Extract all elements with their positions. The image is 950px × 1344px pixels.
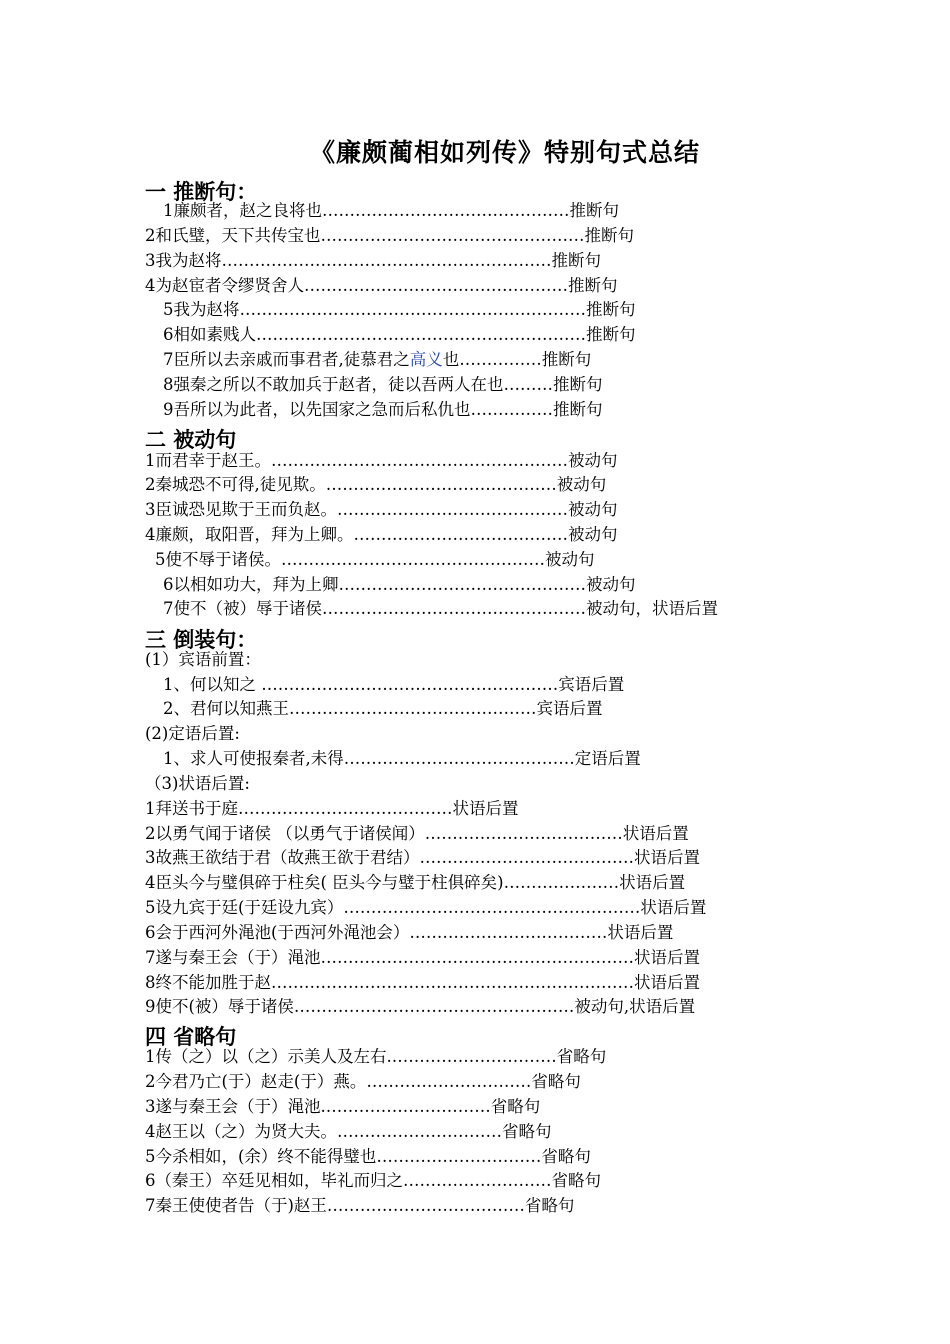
list-item: 2和氏璧，天下共传宝也…………………………………………推断句 [145,226,634,245]
subheading-object-fronting: (1）宾语前置： [145,650,261,669]
subheading-attributive: (2)定语后置: [145,724,240,743]
list-item: 5今杀相如，(余）终不能得璧也…………………………省略句 [145,1147,591,1166]
section-heading-inference: 一 推断句： [145,180,258,204]
list-item: 4廉颇，取阳晋，拜为上卿。…………………………………被动句 [145,525,618,544]
list-item: 8终不能加胜于赵…………………………………………………………状语后置 [145,973,700,992]
list-item: 2以勇气闻于诸侯 （以勇气于诸侯闻）………………………………状语后置 [145,824,689,843]
list-item: 5使不辱于诸侯。…………………………………………被动句 [155,550,595,569]
list-item: 1拜送书于庭…………………………………状语后置 [145,799,519,818]
list-item: 2今君乃亡(于）赵走(于）燕。…………………………省略句 [145,1072,581,1091]
list-item: 4赵王以（之）为贤大夫。…………………………省略句 [145,1122,552,1141]
list-item: 7遂与秦王会（于）渑池…………………………………………………状语后置 [145,948,700,967]
list-item: 1而君幸于赵王。………………………………………………被动句 [145,451,618,470]
list-item-text: 7臣所以去亲戚而事君者,徒慕君之 [163,350,410,369]
list-item: 2、君何以知燕王………………………………………宾语后置 [163,699,603,718]
list-item: 8强秦之所以不敢加兵于赵者，徒以吾两人在也………推断句 [163,375,603,394]
list-item: 1廉颇者，赵之良将也………………………………………推断句 [163,201,619,220]
list-item: 9吾所以为此者，以先国家之急而后私仇也……………推断句 [163,400,603,419]
list-item: 1传（之）以（之）示美人及左右.…………………………省略句 [145,1047,607,1066]
list-item: 5我为赵将………………………………………………………推断句 [163,300,636,319]
section-heading-inversion: 三 倒装句： [145,628,258,652]
list-item: 9使不(被）辱于诸侯……………………………………………被动句,状语后置 [145,997,696,1016]
list-item [163,350,591,370]
list-item: 6会于西河外渑池(于西河外渑池会）………………………………状语后置 [145,923,674,942]
section-heading-passive: 二 被动句 [145,428,237,452]
page-title: 《廉颇蔺相如列传》特别句式总结 [309,138,700,167]
list-item: 3我为赵将……………………………………………………推断句 [145,251,601,270]
list-item: 3遂与秦王会（于）渑池.…………………………省略句 [145,1097,541,1116]
list-item: 1、何以知之 ………………………………………………宾语后置 [163,675,625,694]
list-item: 4臣头今与璧俱碎于柱矣( 臣头今与璧于柱俱碎矣)…………………状语后置 [145,873,686,892]
list-item: 3臣诚恐见欺于王而负赵。……………………………………被动句 [145,500,618,519]
list-item: 1、求人可使报秦者,未得……………………………………定语后置 [163,749,641,768]
list-item-tail: 也……………推断句 [442,350,592,369]
list-item: 2秦城恐不可得,徒见欺。……………………………………被动句 [145,475,607,494]
list-item: 4为赵宦者令缪贤舍人…………………………………………推断句 [145,276,618,295]
list-item: 3故燕王欲结于君（故燕王欲于君结）…………………………………状语后置 [145,848,700,867]
list-item: 6（秦王）卒廷见相如，毕礼而归之………………………省略句 [145,1171,601,1190]
section-heading-ellipsis: 四 省略句 [145,1025,237,1049]
list-item: 5设九宾于廷(于廷设九宾）………………………………………………状语后置 [145,898,707,917]
list-item: 7使不（被）辱于诸侯…………………………………………被动句，状语后置 [163,599,718,618]
subheading-adverbial: （3)状语后置: [145,774,250,793]
list-item: 6以相如功大，拜为上卿………………………………………被动句 [163,575,636,594]
list-item: 7秦王使使者告（于)赵王………………………………省略句 [145,1196,575,1215]
list-item: 6相如素贱人……………………………………………………推断句 [163,325,636,344]
highlighted-word: 高义 [409,350,443,369]
